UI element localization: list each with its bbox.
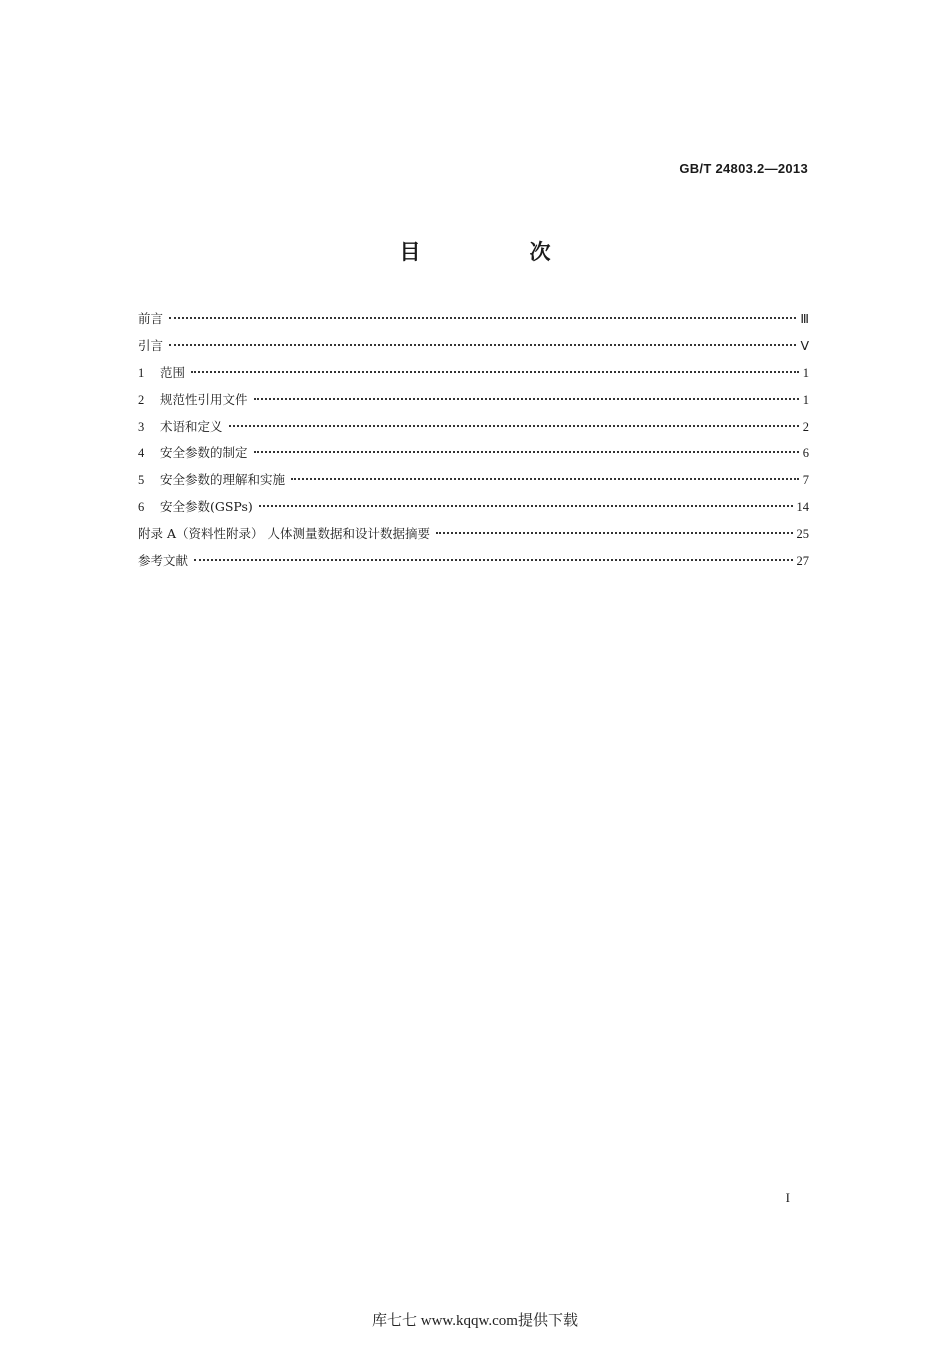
toc-leader-dots <box>254 451 799 453</box>
toc-entry-page: Ⅲ <box>800 312 809 326</box>
toc-entry-label: 前言 <box>138 311 164 326</box>
toc-leader-dots <box>254 398 799 400</box>
toc-entry-page: 1 <box>802 392 809 407</box>
toc-entry[interactable] <box>138 363 809 390</box>
toc-entry[interactable] <box>138 390 809 417</box>
toc-entry[interactable] <box>138 524 809 551</box>
toc-entry-page: Ⅴ <box>800 338 809 353</box>
toc-entry-number: 2 <box>138 392 145 407</box>
toc-entry[interactable] <box>138 497 809 524</box>
toc-leader-dots <box>291 478 799 480</box>
toc-entry-label: 参考文献 <box>138 553 189 569</box>
toc-entry-number: 6 <box>138 500 145 515</box>
toc-entry-label: 术语和定义 <box>160 418 223 434</box>
toc-entry-page: 14 <box>796 500 809 515</box>
toc-entry-label: 引言 <box>138 337 164 353</box>
standard-code: GB/T 24803.2—2013 <box>679 161 808 176</box>
toc-entry-label: 规范性引用文件 <box>160 391 248 407</box>
toc-entry[interactable] <box>138 470 809 497</box>
toc-leader-dots <box>436 532 793 534</box>
toc-entry[interactable] <box>138 443 809 470</box>
toc-entry-number: 1 <box>138 365 145 380</box>
toc-entry[interactable] <box>138 309 809 336</box>
toc-entry-label: 安全参数的制定 <box>160 445 248 461</box>
toc-entry-page: 1 <box>802 365 809 380</box>
toc-entry-page: 27 <box>796 554 809 569</box>
toc-entry[interactable] <box>138 417 809 444</box>
toc-title: 目 次 <box>399 240 595 264</box>
toc-entry-number: 4 <box>138 446 145 461</box>
toc-entry-page: 6 <box>802 446 809 461</box>
page-number: I <box>785 1190 790 1205</box>
toc-entry-label: 附录 A（资料性附录） 人体测量数据和设计数据摘要 <box>138 526 430 542</box>
toc-entry-label: 安全参数(GSPs) <box>160 499 253 515</box>
toc-entry-number: 3 <box>138 419 145 434</box>
toc-leader-dots <box>169 317 796 319</box>
toc-entry-page: 7 <box>802 473 809 488</box>
table-of-contents <box>138 309 809 578</box>
toc-entry-label: 安全参数的理解和实施 <box>160 472 286 488</box>
toc-leader-dots <box>229 425 799 427</box>
footer-download-note: 库七七 www.kqqw.com提供下载 <box>372 1313 578 1329</box>
toc-leader-dots <box>169 344 796 346</box>
toc-entry-label: 范围 <box>160 364 186 380</box>
toc-leader-dots <box>194 559 792 561</box>
toc-entry[interactable] <box>138 551 809 578</box>
toc-entry-page: 25 <box>796 527 809 542</box>
toc-entry-page: 2 <box>802 419 809 434</box>
toc-leader-dots <box>259 505 793 507</box>
toc-entry-number: 5 <box>138 473 145 488</box>
toc-leader-dots <box>191 371 799 373</box>
toc-entry[interactable] <box>138 336 809 363</box>
